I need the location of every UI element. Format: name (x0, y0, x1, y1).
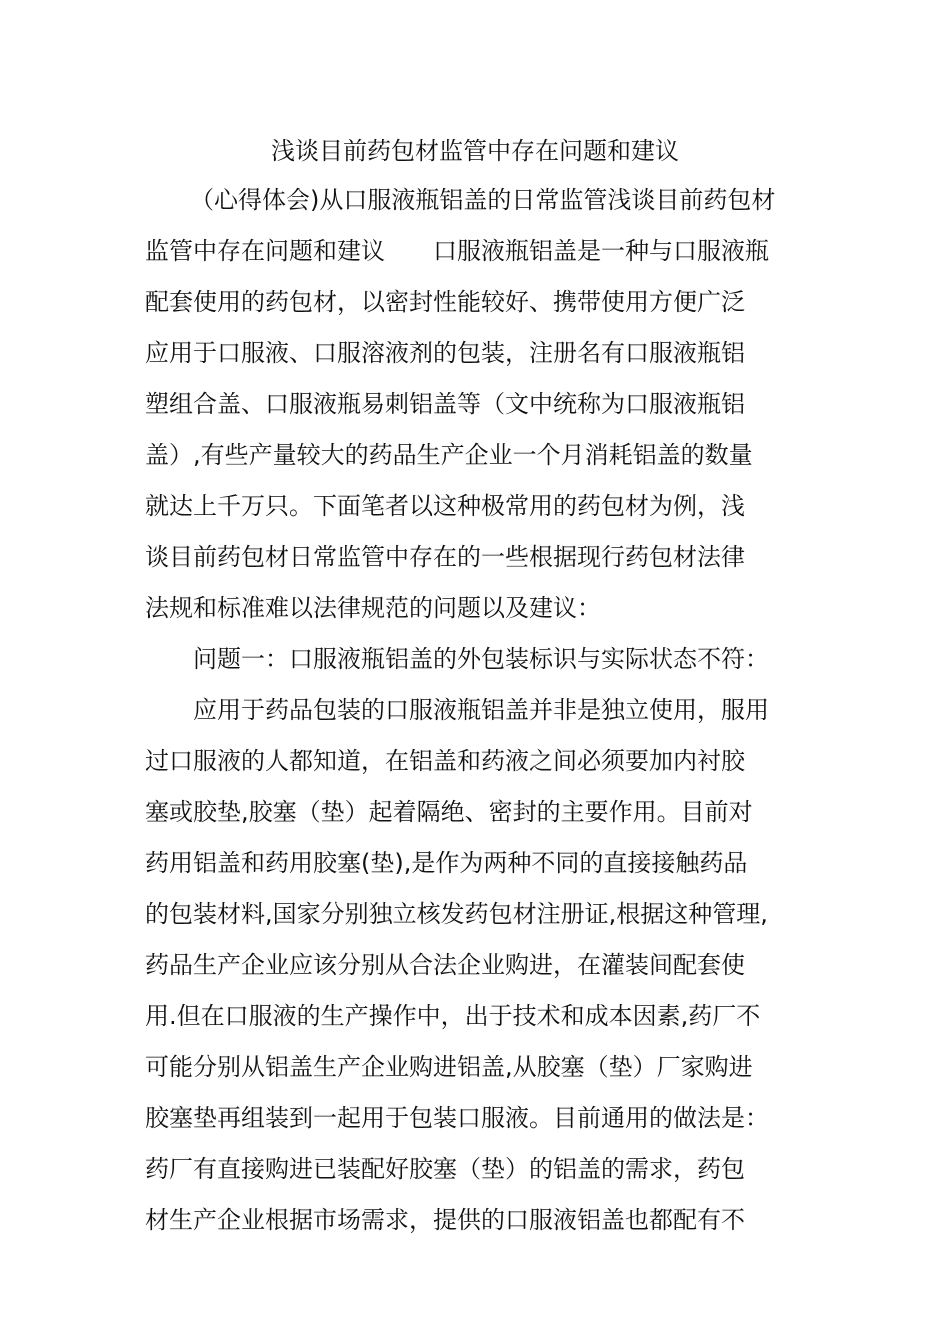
paragraph-line: 可能分别从铝盖生产企业购进铝盖,从胶塞（垫）厂家购进 (145, 1053, 753, 1081)
section-heading: 问题一：口服液瓶铝盖的外包装标识与实际状态不符： (193, 645, 769, 673)
paragraph-line: 的包装材料,国家分别独立核发药包材注册证,根据这种管理, (145, 900, 768, 928)
paragraph-line: （心得体会)从口服液瓶铝盖的日常监管浅谈目前药包材 (190, 186, 776, 214)
paragraph-line: 监管中存在问题和建议 口服液瓶铝盖是一种与口服液瓶 (145, 237, 769, 265)
paragraph-line: 塑组合盖、口服液瓶易刺铝盖等（文中统称为口服液瓶铝 (145, 390, 745, 418)
paragraph-line: 胶塞垫再组装到一起用于包装口服液。目前通用的做法是： (145, 1104, 769, 1132)
paragraph-line: 过口服液的人都知道，在铝盖和药液之间必须要加内衬胶 (145, 747, 745, 775)
paragraph-line: 法规和标准难以法律规范的问题以及建议： (145, 594, 601, 622)
paragraph-line: 配套使用的药包材，以密封性能较好、携带使用方便广泛 (145, 288, 745, 316)
paragraph-line: 应用于药品包装的口服液瓶铝盖并非是独立使用，服用 (193, 696, 769, 724)
paragraph-line: 盖）,有些产量较大的药品生产企业一个月消耗铝盖的数量 (145, 441, 753, 469)
paragraph-line: 塞或胶垫,胶塞（垫）起着隔绝、密封的主要作用。目前对 (145, 798, 753, 826)
paragraph-line: 就达上千万只。下面笔者以这种极常用的药包材为例，浅 (145, 492, 745, 520)
paragraph-line: 谈目前药包材日常监管中存在的一些根据现行药包材法律 (145, 543, 745, 571)
document-title: 浅谈目前药包材监管中存在问题和建议 (271, 137, 679, 165)
paragraph-line: 用.但在口服液的生产操作中，出于技术和成本因素,药厂不 (145, 1002, 761, 1030)
paragraph-line: 药厂有直接购进已装配好胶塞（垫）的铝盖的需求，药包 (145, 1155, 745, 1183)
paragraph-line: 药用铝盖和药用胶塞(垫),是作为两种不同的直接接触药品 (145, 849, 748, 877)
paragraph-line: 材生产企业根据市场需求，提供的口服液铝盖也都配有不 (145, 1206, 745, 1234)
paragraph-line: 药品生产企业应该分别从合法企业购进，在灌装间配套使 (145, 951, 745, 979)
paragraph-line: 应用于口服液、口服溶液剂的包装，注册名有口服液瓶铝 (145, 339, 745, 367)
